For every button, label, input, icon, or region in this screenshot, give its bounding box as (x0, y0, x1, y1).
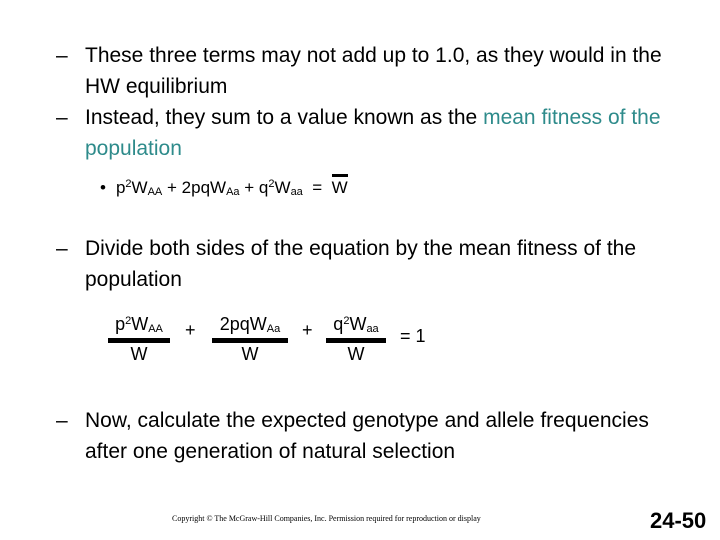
num-sub: Aa (266, 323, 281, 335)
bullet-text: These three terms may not add up to 1.0, as they would in the HW equilibrium (85, 44, 662, 98)
eq-p: p (115, 178, 126, 197)
num-2pq: 2pq (219, 314, 250, 334)
fraction-aa-mixed (212, 314, 288, 365)
eq-sub-aa-mixed: Aa (226, 186, 240, 198)
num-sup: 2 (343, 315, 350, 327)
fraction-aa-upper (108, 314, 170, 365)
bullet-1 (56, 40, 696, 102)
plus-sign: + (185, 320, 196, 340)
equals-one: = 1 (400, 326, 426, 346)
sub-bullet: • (100, 178, 106, 197)
bullet-2 (56, 102, 696, 164)
fraction-numerator (326, 314, 386, 335)
eq-term-2pq: + 2pq (167, 178, 211, 197)
num-p: p (115, 314, 126, 334)
copyright-notice: Copyright © The McGraw-Hill Companies, Inc. Permission required for reproduction or display (172, 514, 481, 523)
mean-fitness-equation (100, 178, 348, 198)
bullet-dash: – (56, 409, 68, 432)
num-sup: 2 (125, 315, 132, 327)
num-sub: aa (366, 323, 379, 335)
eq-sup: 2 (268, 178, 275, 190)
bullet-text-start: Instead, they sum to a value known as the (85, 106, 484, 129)
eq-w: W (274, 178, 291, 197)
eq-sub-aa-lower: aa (290, 186, 303, 198)
eq-equals: = (312, 178, 323, 197)
bullet-3 (56, 233, 696, 295)
fraction-denominator-w-bar: W (212, 344, 288, 365)
plus-sign: + (302, 320, 313, 340)
mean-fitness-term: mean fitness of the population (85, 106, 661, 160)
fraction-numerator (108, 314, 170, 335)
bullet-dash: – (56, 106, 68, 129)
eq-term-q: + q (244, 178, 269, 197)
num-w: W (249, 314, 267, 334)
num-sub: AA (148, 323, 163, 335)
eq-sup: 2 (125, 178, 132, 190)
bullet-dash: – (56, 44, 68, 67)
bullet-dash: – (56, 237, 68, 260)
bullet-4 (56, 405, 696, 467)
bullet-text (85, 102, 696, 164)
num-q: q (333, 314, 344, 334)
slide-number: 24-50 (650, 508, 707, 533)
fraction-denominator-w-bar: W (108, 344, 170, 365)
w-bar: W (331, 178, 348, 197)
eq-sub-aa-upper: AA (147, 186, 163, 198)
fraction-numerator (212, 314, 288, 335)
fraction-aa-lower (326, 314, 386, 365)
bullet-text: Divide both sides of the equation by the mean fitness of the population (85, 237, 637, 291)
eq-w: W (131, 178, 148, 197)
num-w: W (131, 314, 149, 334)
num-w: W (349, 314, 367, 334)
eq-w: W (210, 178, 227, 197)
fraction-denominator-w-bar: W (326, 344, 386, 365)
bullet-text: Now, calculate the expected genotype and allele frequencies after one generation of natural selection (85, 409, 649, 463)
